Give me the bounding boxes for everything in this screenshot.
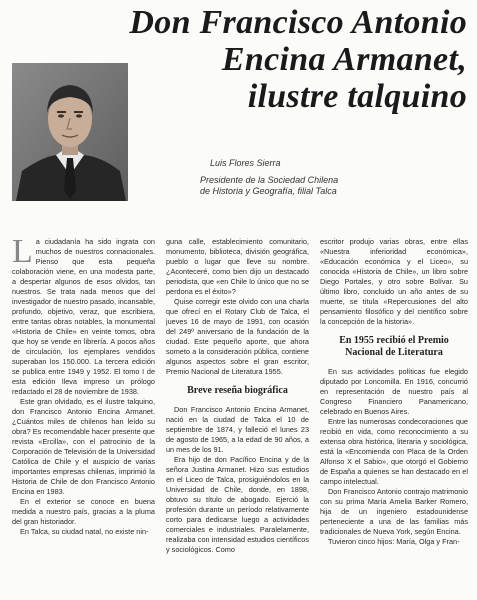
paragraph: Entre las numerosas condecoraciones que recibió en vida, como reconocimiento a su extensa obra histórica, literaria y sociológica, está la «Encomienda con Placa de la Orden Alfonso X el Sabio», que otorgó el Gobierno de España a quienes se han destacado en el campo intelectual. (320, 417, 468, 486)
paragraph: Don Francisco Antonio contrajo matrimonio con su prima María Amelia Barker Romero, hija de un ingeniero estadounidense perteneciente a una de las familias más tradicionales de Nueva York, según Encina. (320, 487, 468, 536)
paragraph: En el exterior se conoce en buena medida a nuestro país, gracias a la pluma del gran historiador. (12, 497, 155, 526)
paragraph: Tuvieron cinco hijos: María, Olga y Fran- (328, 537, 460, 546)
text-column-1 (12, 237, 155, 597)
portrait-image (12, 63, 128, 201)
paragraph: Quise corregir este olvido con una charla que ofrecí en el Rotary Club de Talca, el jueves 16 de mayo de 1991, con ocasión del 249º aniversario de la fundación de la ciudad. Este pequeño aporte, que ahora someto a la consideración pública, contiene algunos aspectos sobre el gran escritor, Premio Nacional de Literatura 1955. (166, 297, 309, 376)
title-line-1: Don Francisco Antonio (129, 4, 467, 41)
author-role-line-2: de Historia y Geografía, filial Talca (200, 186, 337, 196)
paragraph-text: a ciudadanía ha sido ingrata con muchos de nuestros connacionales. Pienso que esta pequeña colaboración viene, en una modesta parte, a despertar algunos de esos olvidos, tan nuestros. Se trata nada menos que del investigador de nuestro pasado, incansable, profundo, objetivo, veraz, que escribiera, entre tantas obras notables, la monumental «Historia de Chile» en veinte tomos, obra que hoy se vende en librería. A pocos años de circulación, los ejemplares vendidos superaban los 150.000. La tercera edición se publica entre 1949 y 1952. El tomo I de esta edición lleva impreso un prólogo redactado el 28 de noviembre de 1938. (12, 237, 155, 396)
author-portrait-photo (12, 63, 128, 201)
paragraph (12, 237, 155, 397)
paragraph: En Talca, su ciudad natal, no existe nin- (20, 527, 149, 536)
author-name: Luis Flores Sierra (210, 158, 281, 168)
drop-cap: L (12, 237, 33, 270)
section-heading: En 1955 recibió el Premio Nacional de Literatura (339, 335, 449, 358)
text-column-3 (320, 237, 468, 597)
section-heading: Breve reseña biográfica (187, 385, 288, 396)
paragraph: En sus actividades políticas fue elegido diputado por Loncomilla. En 1916, concurrió en representación de nuestro país al Congreso Financiero Panamericano, celebrado en Buenos Aires. (320, 367, 468, 416)
paragraph: Este gran olvidado, es el ilustre talquino, don Francisco Antonio Encina Armanet. ¿Cuántos miles de chilenos han leído su obra? Es recomendable hacer presente que revista «Ercilla», con el patrocinio de la Corporación de Televisión de la Universidad Católica de Chile y el auspicio de varias importantes empresas chilenas, imprimió la Historia de Chile de don Francisco Antonio Encina en 1983. (12, 397, 155, 496)
title-line-2: Encina Armanet, (221, 41, 467, 78)
paragraph: guna calle, establecimiento comunitario, monumento, biblioteca, división geográfica, pueblo o lugar que lleve su nombre. ¿Aconteceré, como bien dijo un destacado periodista, que «en Chile lo único que no se perdona es el éxito»? (166, 237, 309, 296)
paragraph: escritor produjo varias obras, entre ellas «Nuestra inferioridad económica», «Educación económica y el Liceo», su conocida «Historia de Chile», un libro sobre Diego Portales, y otro sobre Bolívar. Su último libro, concluido un año antes de su muerte, se titula «Repercusiones del alto pensamiento filosófico y del científico sobre la concepción de la historia». (320, 237, 468, 326)
author-role-line-1: Presidente de la Sociedad Chilena (200, 175, 339, 185)
paragraph: Era hijo de don Pacífico Encina y de la señora Justina Armanet. Hizo sus estudios en el Liceo de Talca, prosiguiéndolos en la Universidad de Chile, donde, en 1898, obtuvo su título de abogado. Ejerció la profesión durante un período relativamente corto para dedicarse luego a actividades comerciales e industriales. Paralelamente, realizaba con intensidad estudios científicos y sociológicos. Como (166, 455, 309, 554)
paragraph: Don Francisco Antonio Encina Armanet, nació en la ciudad de Talca el 10 de septiembre de 1874, y falleció el lunes 23 de agosto de 1965, a la edad de 90 años, a un mes de los 91. (166, 405, 309, 454)
byline (200, 158, 440, 197)
text-column-2 (166, 237, 309, 597)
title-line-3: ilustre talquino (247, 78, 467, 115)
